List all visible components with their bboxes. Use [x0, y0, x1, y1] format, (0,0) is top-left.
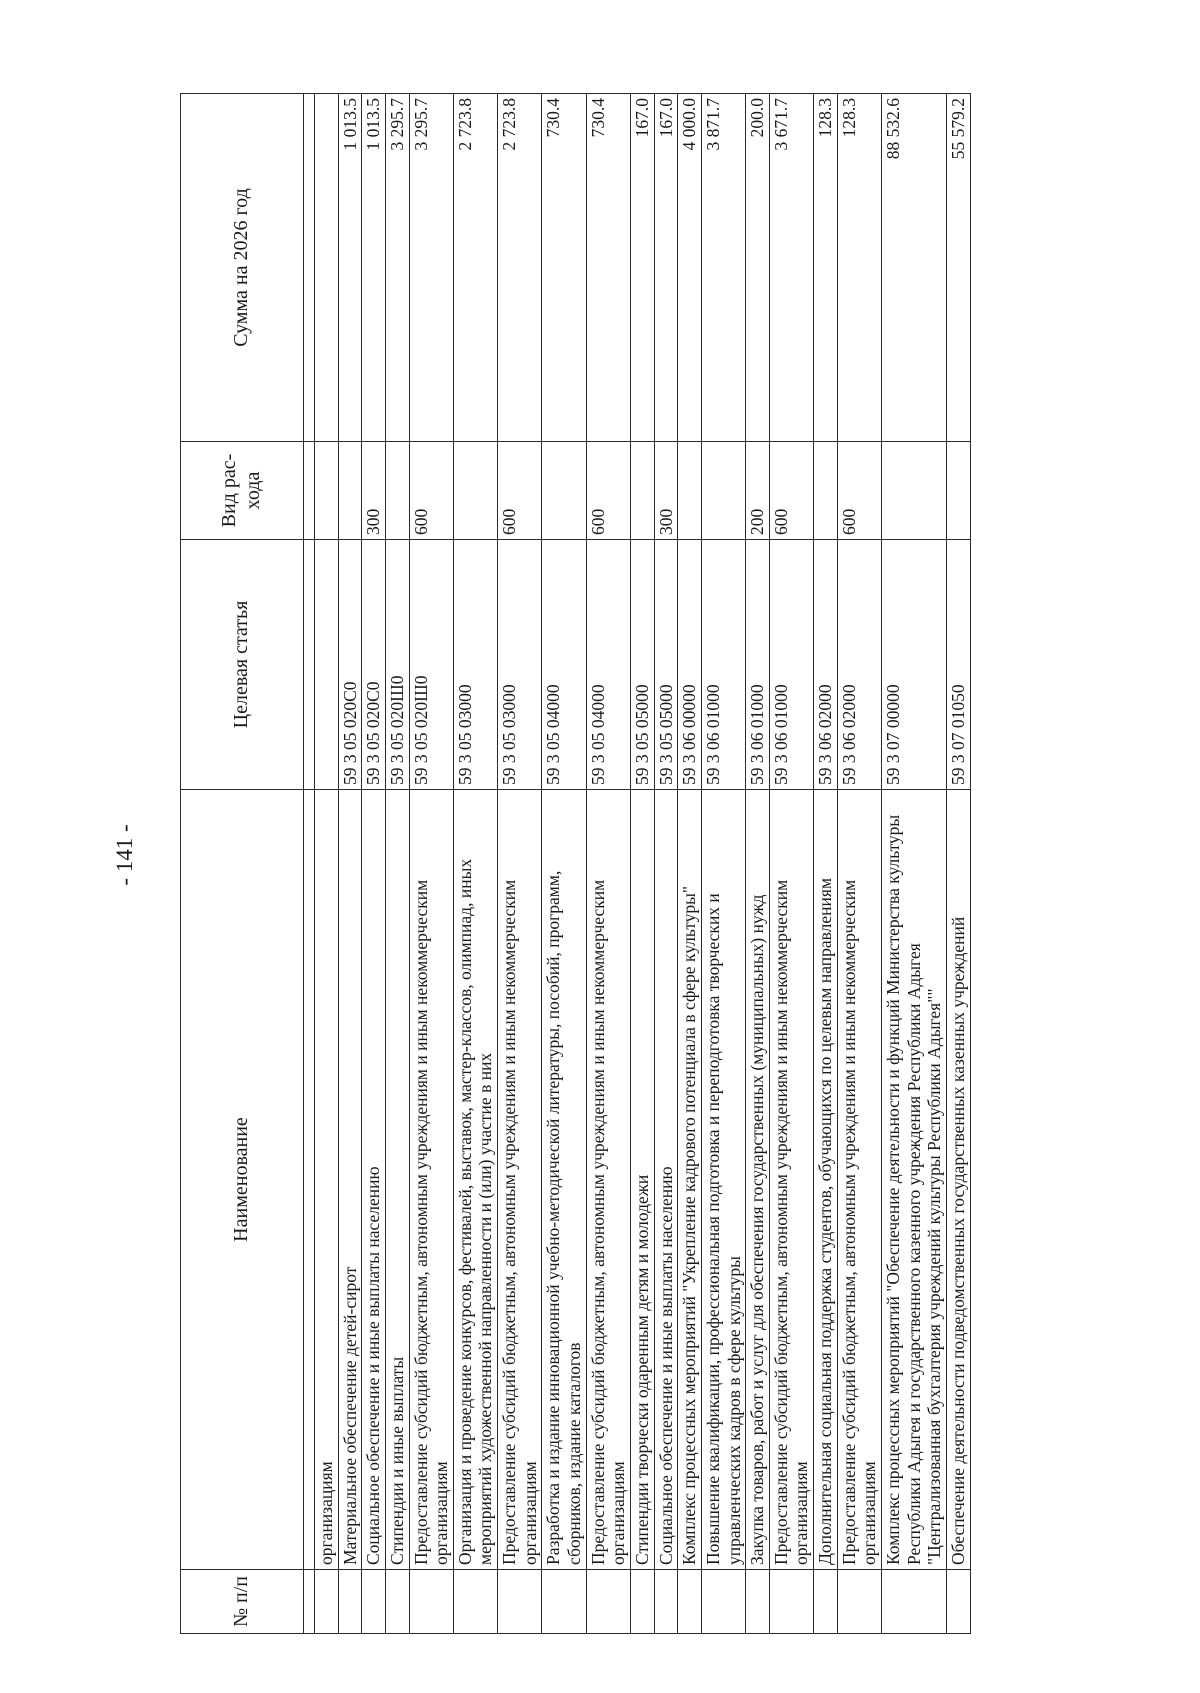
cell-sum: 730.4 [586, 94, 630, 442]
cell-code: 59 3 06 01000 [769, 540, 813, 790]
cell-kind [882, 442, 947, 540]
cell-num [453, 1570, 497, 1634]
cell-kind: 300 [654, 442, 678, 540]
cell-code: 59 3 07 00000 [882, 540, 947, 790]
cell-num [385, 1570, 409, 1634]
cell-num [315, 1570, 339, 1634]
cell-num [586, 1570, 630, 1634]
cell-code: 59 3 07 01050 [946, 540, 970, 790]
cell-code: 59 3 05 020Ш0 [409, 540, 453, 790]
table-row [701, 94, 745, 1634]
cell-kind [338, 442, 362, 540]
table-row [586, 94, 630, 1634]
header-sum: Сумма на 2026 год [181, 94, 304, 442]
cell-sum: 3 295.7 [385, 94, 409, 442]
cell-sum [315, 94, 339, 442]
table-row [542, 94, 586, 1634]
table-row [654, 94, 678, 1634]
cell-sum: 167.0 [630, 94, 654, 442]
cell-num [946, 1570, 970, 1634]
table-row [837, 94, 881, 1634]
cell-num [498, 1570, 542, 1634]
cell-name: Закупка товаров, работ и услуг для обеспечения государственных (муниципальных) нужд [746, 790, 770, 1570]
cell-name: организациям [315, 790, 339, 1570]
cell-kind: 600 [409, 442, 453, 540]
cell-sum: 3 871.7 [701, 94, 745, 442]
cell-sum: 2 723.8 [498, 94, 542, 442]
cell-num [654, 1570, 678, 1634]
cell-kind: 600 [837, 442, 881, 540]
table-row [678, 94, 702, 1634]
cell-sum: 55 579.2 [946, 94, 970, 442]
cell-num [678, 1570, 702, 1634]
cell-name: Разработка и издание инновационной учебно-методической литературы, пособий, программ, сборников, издание каталогов [542, 790, 586, 1570]
cell-code: 59 3 05 020С0 [338, 540, 362, 790]
cell-sum: 88 532.6 [882, 94, 947, 442]
cell-kind [946, 442, 970, 540]
cell-name: Предоставление субсидий бюджетным, автономным учреждениям и иным некоммерческим организациям [837, 790, 881, 1570]
cell-kind: 600 [498, 442, 542, 540]
cell-num [701, 1570, 745, 1634]
table-row [315, 94, 339, 1634]
header-num: № п/п [181, 1570, 304, 1634]
cell-name: Обеспечение деятельности подведомственных государственных казенных учреждений [946, 790, 970, 1570]
cell-sum: 1 013.5 [338, 94, 362, 442]
spacer-cell [304, 1570, 315, 1634]
cell-sum: 3 671.7 [769, 94, 813, 442]
cell-kind: 300 [362, 442, 386, 540]
table-row [362, 94, 386, 1634]
cell-kind [814, 442, 838, 540]
cell-name: Стипендии и иные выплаты [385, 790, 409, 1570]
header-name: Наименование [181, 790, 304, 1570]
cell-sum: 4 000.0 [678, 94, 702, 442]
table-row [769, 94, 813, 1634]
cell-num [746, 1570, 770, 1634]
table-row [746, 94, 770, 1634]
spacer-cell [304, 790, 315, 1570]
cell-kind [315, 442, 339, 540]
cell-num [837, 1570, 881, 1634]
page-number: - 141 - [112, 824, 137, 886]
cell-name: Организация и проведение конкурсов, фестивалей, выставок, мастер-классов, олимпиад, иных мероприятий художественной направленности и (или) участие в них [453, 790, 497, 1570]
cell-num [769, 1570, 813, 1634]
cell-code: 59 3 05 05000 [630, 540, 654, 790]
cell-code: 59 3 06 00000 [678, 540, 702, 790]
cell-kind [542, 442, 586, 540]
cell-code: 59 3 05 020Ш0 [385, 540, 409, 790]
table-row [630, 94, 654, 1634]
cell-num [882, 1570, 947, 1634]
cell-sum: 730.4 [542, 94, 586, 442]
table-body [315, 94, 971, 1634]
cell-name: Предоставление субсидий бюджетным, автономным учреждениям и иным некоммерческим организациям [409, 790, 453, 1570]
cell-name: Предоставление субсидий бюджетным, автономным учреждениям и иным некоммерческим организациям [769, 790, 813, 1570]
cell-num [814, 1570, 838, 1634]
header-spacer-row [304, 94, 315, 1634]
cell-code [315, 540, 339, 790]
header-kind: Вид рас-хода [181, 442, 304, 540]
cell-name: Комплекс процессных мероприятий "Обеспечение деятельности и функций Министерства культуры Республики Адыгея и государственного казенного учреждения Республики Адыгея "Централизованная бухгалтерия учреждений культуры Республики Адыгея"" [882, 790, 947, 1570]
table-row [498, 94, 542, 1634]
cell-sum: 167.0 [654, 94, 678, 442]
cell-kind: 600 [586, 442, 630, 540]
cell-name: Стипендии творчески одаренным детям и молодежи [630, 790, 654, 1570]
cell-code: 59 3 06 02000 [814, 540, 838, 790]
cell-name: Дополнительная социальная поддержка студентов, обучающихся по целевым направлениям [814, 790, 838, 1570]
header-code: Целевая статья [181, 540, 304, 790]
spacer-cell [304, 442, 315, 540]
cell-kind [453, 442, 497, 540]
cell-sum: 3 295.7 [409, 94, 453, 442]
cell-code: 59 3 05 03000 [498, 540, 542, 790]
cell-num [630, 1570, 654, 1634]
cell-name: Комплекс процессных мероприятий "Укрепление кадрового потенциала в сфере культуры" [678, 790, 702, 1570]
spacer-cell [304, 540, 315, 790]
table-row [385, 94, 409, 1634]
cell-code: 59 3 05 05000 [654, 540, 678, 790]
cell-name: Материальное обеспечение детей-сирот [338, 790, 362, 1570]
cell-kind: 600 [769, 442, 813, 540]
cell-num [542, 1570, 586, 1634]
cell-num [338, 1570, 362, 1634]
cell-code: 59 3 05 03000 [453, 540, 497, 790]
cell-sum: 128.3 [837, 94, 881, 442]
cell-sum: 128.3 [814, 94, 838, 442]
rotated-page [100, 70, 1100, 1640]
cell-name: Предоставление субсидий бюджетным, автономным учреждениям и иным некоммерческим организациям [498, 790, 542, 1570]
table-row [453, 94, 497, 1634]
table-row [882, 94, 947, 1634]
cell-sum: 200.0 [746, 94, 770, 442]
cell-code: 59 3 06 02000 [837, 540, 881, 790]
cell-code: 59 3 05 04000 [542, 540, 586, 790]
cell-name: Повышение квалификации, профессиональная подготовка и переподготовка творческих и управленческих кадров в сфере культуры [701, 790, 745, 1570]
cell-sum: 2 723.8 [453, 94, 497, 442]
cell-kind [701, 442, 745, 540]
cell-code: 59 3 05 04000 [586, 540, 630, 790]
cell-name: Социальное обеспечение и иные выплаты населению [654, 790, 678, 1570]
cell-name: Социальное обеспечение и иные выплаты населению [362, 790, 386, 1570]
table-row [946, 94, 970, 1634]
spacer-cell [304, 94, 315, 442]
header-row [181, 94, 304, 1634]
cell-code: 59 3 06 01000 [701, 540, 745, 790]
cell-kind [630, 442, 654, 540]
table-row [814, 94, 838, 1634]
cell-code: 59 3 06 01000 [746, 540, 770, 790]
table-row [338, 94, 362, 1634]
budget-table [180, 93, 971, 1634]
cell-sum: 1 013.5 [362, 94, 386, 442]
cell-kind [385, 442, 409, 540]
table-row [409, 94, 453, 1634]
cell-code: 59 3 05 020С0 [362, 540, 386, 790]
cell-name: Предоставление субсидий бюджетным, автономным учреждениям и иным некоммерческим организациям [586, 790, 630, 1570]
cell-kind: 200 [746, 442, 770, 540]
cell-kind [678, 442, 702, 540]
cell-num [362, 1570, 386, 1634]
cell-num [409, 1570, 453, 1634]
